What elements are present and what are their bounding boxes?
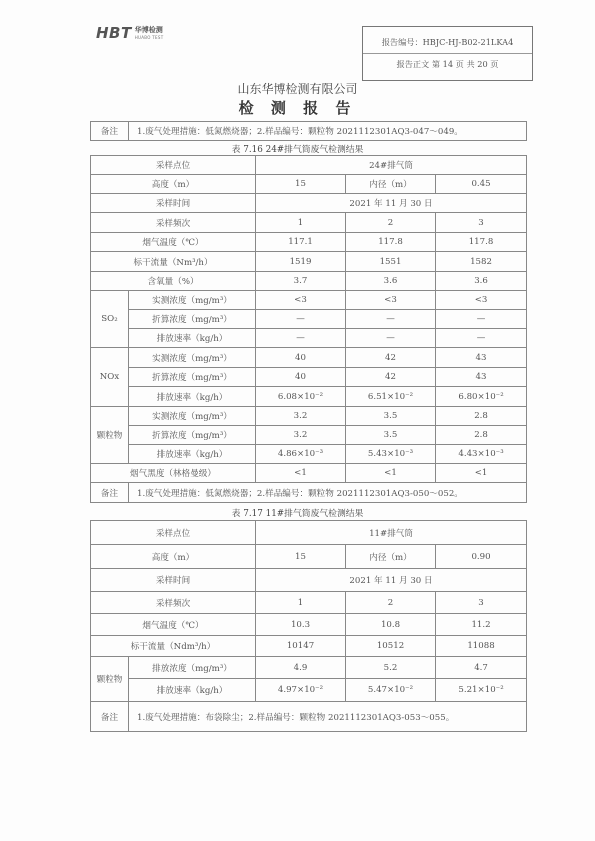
label-cell: 采样时间 — [91, 194, 256, 213]
value-cell: — — [346, 310, 436, 329]
value-cell: <3 — [436, 291, 527, 310]
note-text: 1.废气处理措施：低氮燃烧器；2.样品编号：颗粒物 2021112301AQ3-047～049。 — [129, 122, 527, 141]
value-cell: 5.43×10⁻³ — [346, 445, 436, 464]
value-cell: 3.6 — [346, 272, 436, 291]
label-cell: 折算浓度（mg/m³） — [129, 426, 256, 445]
value-cell: 117.1 — [256, 233, 346, 252]
label-cell: 排放速率（kg/h） — [129, 329, 256, 348]
label-cell: 采样频次 — [91, 213, 256, 233]
value-cell: 40 — [256, 348, 346, 368]
label-cell: 标干流量（Nm³/h） — [91, 252, 256, 272]
label-cell: 标干流量（Ndm³/h） — [91, 636, 256, 657]
value-cell: 42 — [346, 368, 436, 387]
value-cell: 117.8 — [346, 233, 436, 252]
value-cell: <1 — [256, 464, 346, 483]
label-cell: 折算浓度（mg/m³） — [129, 368, 256, 387]
label-cell: 实测浓度（mg/m³） — [129, 407, 256, 426]
value-cell: 0.45 — [436, 175, 527, 194]
previous-table-note — [90, 121, 527, 141]
company-logo — [96, 26, 163, 46]
value-cell: — — [256, 310, 346, 329]
note-label: 备注 — [91, 702, 129, 732]
value-cell: 10147 — [256, 636, 346, 657]
value-cell: — — [256, 329, 346, 348]
value-cell: 3.6 — [436, 272, 527, 291]
value-cell: 3.2 — [256, 426, 346, 445]
table-716-caption: 表 7.16 24#排气筒废气检测结果 — [231, 145, 364, 155]
pollutant-name: SO₂ — [91, 291, 129, 348]
report-page: 报告正文 第 14 页 共 20 页 — [396, 59, 499, 69]
value-cell: 4.97×10⁻² — [256, 679, 346, 702]
value-cell: 4.86×10⁻³ — [256, 445, 346, 464]
label-cell: 内径（m） — [346, 545, 436, 569]
label-cell: 排放速率（kg/h） — [129, 679, 256, 702]
value-cell: 10512 — [346, 636, 436, 657]
pollutant-name: 颗粒物 — [91, 407, 129, 464]
label-cell: 烟气温度（℃） — [91, 233, 256, 252]
table-717 — [90, 520, 527, 732]
value-cell: 10.3 — [256, 614, 346, 636]
value-cell: 2.8 — [436, 407, 527, 426]
value-cell: 6.08×10⁻² — [256, 387, 346, 407]
value-cell: 117.8 — [436, 233, 527, 252]
label-cell: 实测浓度（mg/m³） — [129, 348, 256, 368]
value-cell: <1 — [346, 464, 436, 483]
value-cell: 3 — [436, 213, 527, 233]
value-cell: 1 — [256, 592, 346, 614]
value-cell: 1582 — [436, 252, 527, 272]
company-name: 山东华博检测有限公司 — [237, 82, 358, 96]
value-cell: 0.90 — [436, 545, 527, 569]
value-cell: 4.7 — [436, 657, 527, 679]
label-cell: 采样点位 — [91, 521, 256, 545]
value-cell: 3 — [436, 592, 527, 614]
label-cell: 折算浓度（mg/m³） — [129, 310, 256, 329]
pollutant-name: NOx — [91, 348, 129, 407]
note-text: 1.废气处理措施：低氮燃烧器；2.样品编号：颗粒物 2021112301AQ3-050～052。 — [129, 483, 527, 503]
report-number: 报告编号：HBJC-HJ-B02-21LKA4 — [381, 37, 514, 47]
value-cell: 4.43×10⁻³ — [436, 445, 527, 464]
value-cell: 2021 年 11 月 30 日 — [256, 194, 527, 213]
label-cell: 排放速率（kg/h） — [129, 387, 256, 407]
label-cell: 高度（m） — [91, 545, 256, 569]
label-cell: 采样时间 — [91, 569, 256, 592]
value-cell: 5.2 — [346, 657, 436, 679]
value-cell: 1519 — [256, 252, 346, 272]
value-cell: 42 — [346, 348, 436, 368]
value-cell: 4.9 — [256, 657, 346, 679]
value-cell: 3.2 — [256, 407, 346, 426]
label-cell: 烟气黑度（林格曼级） — [91, 464, 256, 483]
value-cell: 5.47×10⁻² — [346, 679, 436, 702]
note-label: 备注 — [91, 122, 129, 141]
label-cell: 采样频次 — [91, 592, 256, 614]
value-cell: 2 — [346, 592, 436, 614]
logo-en: HUABO TEST — [134, 35, 164, 40]
document-title: 检 测 报 告 — [238, 99, 357, 117]
note-label: 备注 — [91, 483, 129, 503]
logo-cn: 华博检测 — [134, 26, 163, 34]
value-cell: 10.8 — [346, 614, 436, 636]
value-cell: 2 — [346, 213, 436, 233]
value-cell: 3.7 — [256, 272, 346, 291]
value-cell: 1 — [256, 213, 346, 233]
label-cell: 烟气温度（℃） — [91, 614, 256, 636]
value-cell: — — [436, 310, 527, 329]
value-cell: 5.21×10⁻² — [436, 679, 527, 702]
value-cell: 24#排气筒 — [256, 156, 527, 175]
value-cell: 3.5 — [346, 407, 436, 426]
logo-text — [135, 26, 164, 42]
value-cell: <1 — [436, 464, 527, 483]
label-cell: 实测浓度（mg/m³） — [129, 291, 256, 310]
value-cell: 6.80×10⁻² — [436, 387, 527, 407]
value-cell: 43 — [436, 348, 527, 368]
value-cell: 40 — [256, 368, 346, 387]
value-cell: 11.2 — [436, 614, 527, 636]
logo-mark: HBT — [96, 24, 132, 42]
value-cell: 6.51×10⁻² — [346, 387, 436, 407]
label-cell: 采样点位 — [91, 156, 256, 175]
value-cell: 15 — [256, 545, 346, 569]
value-cell: 3.5 — [346, 426, 436, 445]
note-text: 1.废气处理措施：布袋除尘；2.样品编号：颗粒物 2021112301AQ3-053～055。 — [129, 702, 527, 732]
value-cell: — — [346, 329, 436, 348]
table-716 — [90, 155, 527, 503]
label-cell: 高度（m） — [91, 175, 256, 194]
value-cell: 11#排气筒 — [256, 521, 527, 545]
label-cell: 内径（m） — [346, 175, 436, 194]
value-cell: <3 — [256, 291, 346, 310]
label-cell: 含氧量（%） — [91, 272, 256, 291]
value-cell: — — [436, 329, 527, 348]
label-cell: 排放浓度（mg/m³） — [129, 657, 256, 679]
pollutant-name: 颗粒物 — [91, 657, 129, 702]
value-cell: 2.8 — [436, 426, 527, 445]
report-info-box — [362, 26, 533, 81]
value-cell: 15 — [256, 175, 346, 194]
label-cell: 排放速率（kg/h） — [129, 445, 256, 464]
value-cell: 1551 — [346, 252, 436, 272]
report-box-divider — [363, 53, 532, 54]
value-cell: 43 — [436, 368, 527, 387]
table-717-caption: 表 7.17 11#排气筒废气检测结果 — [231, 509, 364, 519]
value-cell: <3 — [346, 291, 436, 310]
value-cell: 2021 年 11 月 30 日 — [256, 569, 527, 592]
value-cell: 11088 — [436, 636, 527, 657]
